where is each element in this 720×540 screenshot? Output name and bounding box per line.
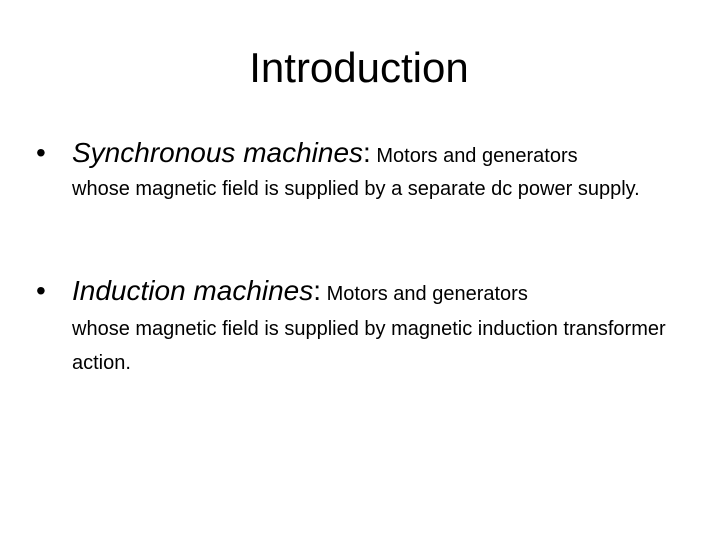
bullet-first-line — [72, 272, 528, 315]
bullet-term: Synchronous machines — [72, 137, 364, 168]
bullet-continuation-text: whose magnetic field is supplied by a separate dc power supply. — [72, 178, 640, 200]
slide-title: Introduction — [249, 44, 469, 91]
bullet-colon: : — [313, 275, 322, 306]
bullet-lead-text: Motors and generators — [370, 145, 578, 167]
bullet-continuation-text: whose magnetic field is supplied by magnetic induction transformer action. — [72, 318, 666, 374]
bullet-marker: • — [36, 137, 46, 168]
bullet-lead-text: Motors and generators — [321, 283, 528, 305]
bullet-marker: • — [36, 275, 46, 306]
bullet-first-line — [72, 134, 578, 177]
bullet-term: Induction machines — [72, 275, 314, 306]
bullet-colon: : — [363, 137, 371, 168]
